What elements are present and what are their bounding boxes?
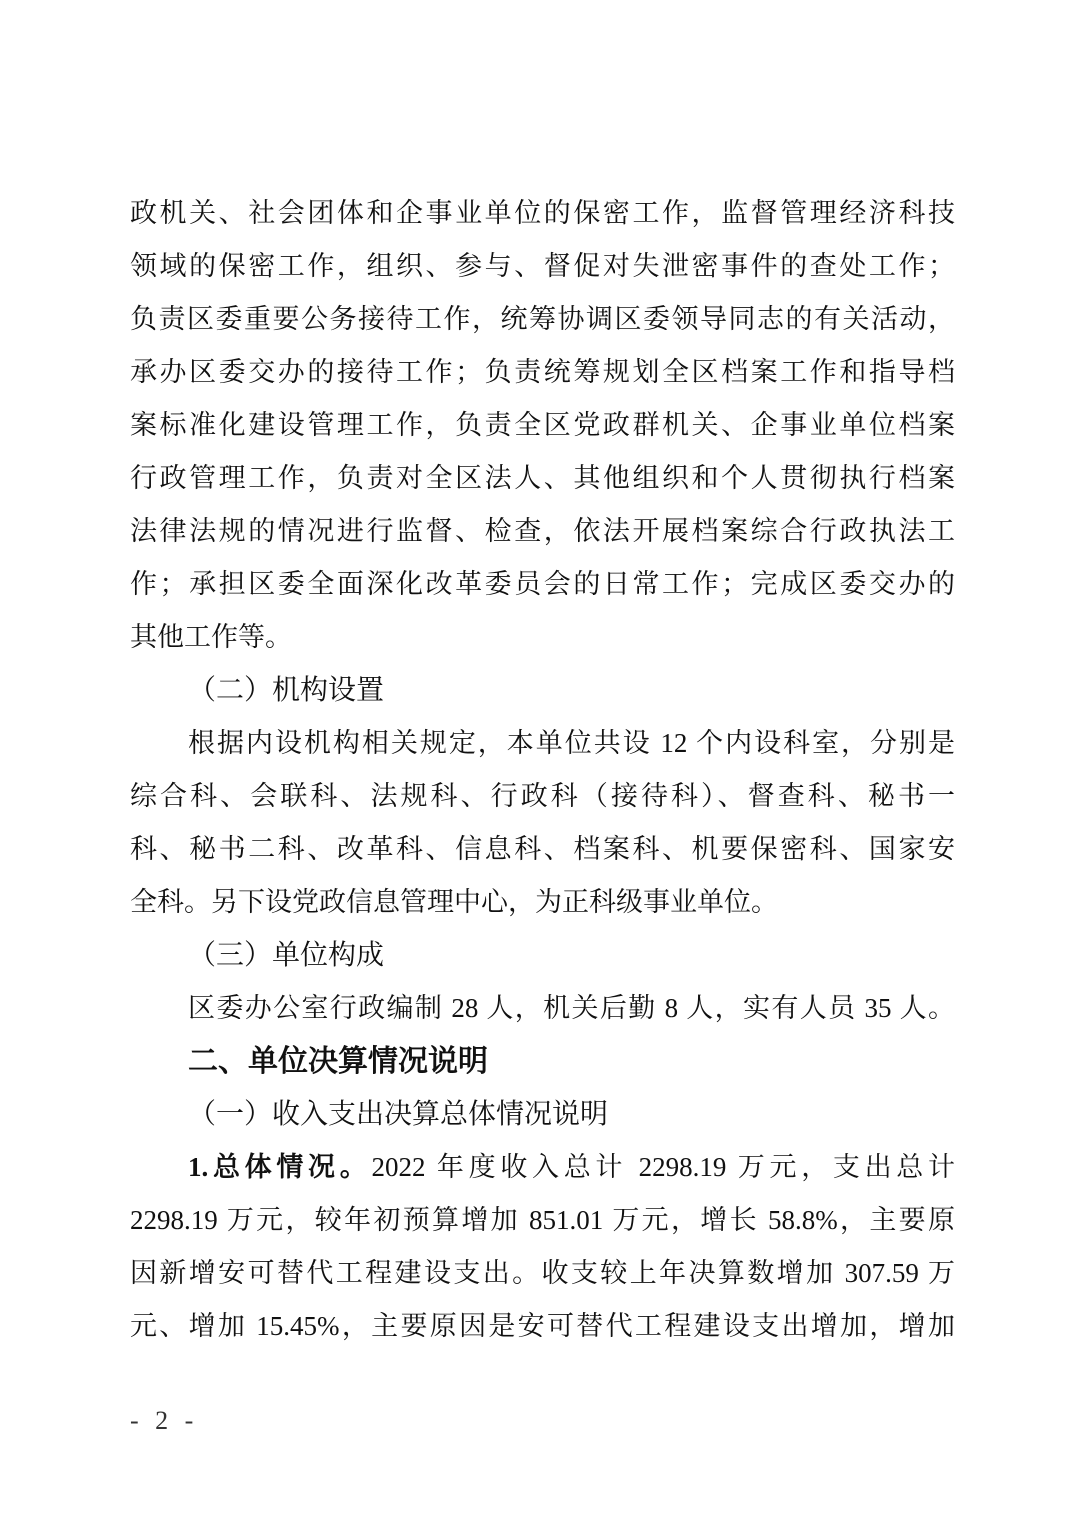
section-heading-final-accounts: 二、单位决算情况说明	[188, 1045, 488, 1078]
body-line: 承办区委交办的接待工作；负责统筹规划全区档案工作和指导档	[130, 357, 955, 387]
page-number: - 2 -	[130, 1406, 199, 1435]
body-line: 案标准化建设管理工作，负责全区党政群机关、企事业单位档案	[130, 410, 955, 440]
body-line: 其他工作等。	[130, 622, 292, 652]
body-line: 政机关、社会团体和企事业单位的保密工作，监督管理经济科技	[130, 198, 955, 228]
body-line: 法律法规的情况进行监督、检查，依法开展档案综合行政执法工	[130, 516, 955, 546]
body-line: 因新增安可替代工程建设支出。收支较上年决算数增加 307.59 万	[130, 1258, 955, 1288]
body-line: 2298.19 万元，较年初预算增加 851.01 万元，增长 58.8%，主要原	[130, 1205, 955, 1235]
body-line: 元、增加 15.45%，主要原因是安可替代工程建设支出增加，增加	[130, 1311, 955, 1341]
body-line: 领域的保密工作，组织、参与、督促对失泄密事件的查处工作；	[130, 251, 955, 281]
body-line: 负责区委重要公务接待工作，统筹协调区委领导同志的有关活动，	[130, 304, 955, 334]
body-line	[130, 1141, 955, 1194]
section-heading-income-expense: （一）收入支出决算总体情况说明	[188, 1099, 609, 1130]
document-body	[130, 187, 955, 1353]
body-line: 科、秘书二科、改革科、信息科、档案科、机要保密科、国家安	[130, 834, 955, 864]
body-line: 作；承担区委全面深化改革委员会的日常工作；完成区委交办的	[130, 569, 955, 599]
body-line: 综合科、会联科、法规科、行政科（接待科）、督查科、秘书一	[130, 781, 955, 811]
body-line: 根据内设机构相关规定，本单位共设 12 个内设科室，分别是	[188, 728, 955, 758]
body-line: 区委办公室行政编制 28 人，机关后勤 8 人，实有人员 35 人。	[188, 993, 955, 1023]
section-heading-unit-composition: （三）单位构成	[188, 940, 385, 971]
paragraph-lead-bold: 1.总体情况。	[188, 1152, 372, 1182]
body-line: 行政管理工作，负责对全区法人、其他组织和个人贯彻执行档案	[130, 463, 955, 493]
paragraph-lead-rest: 2022 年度收入总计 2298.19 万元，支出总计	[371, 1152, 955, 1182]
section-heading-org-setup: （二）机构设置	[188, 675, 385, 706]
body-line: 全科。另下设党政信息管理中心，为正科级事业单位。	[130, 887, 778, 917]
